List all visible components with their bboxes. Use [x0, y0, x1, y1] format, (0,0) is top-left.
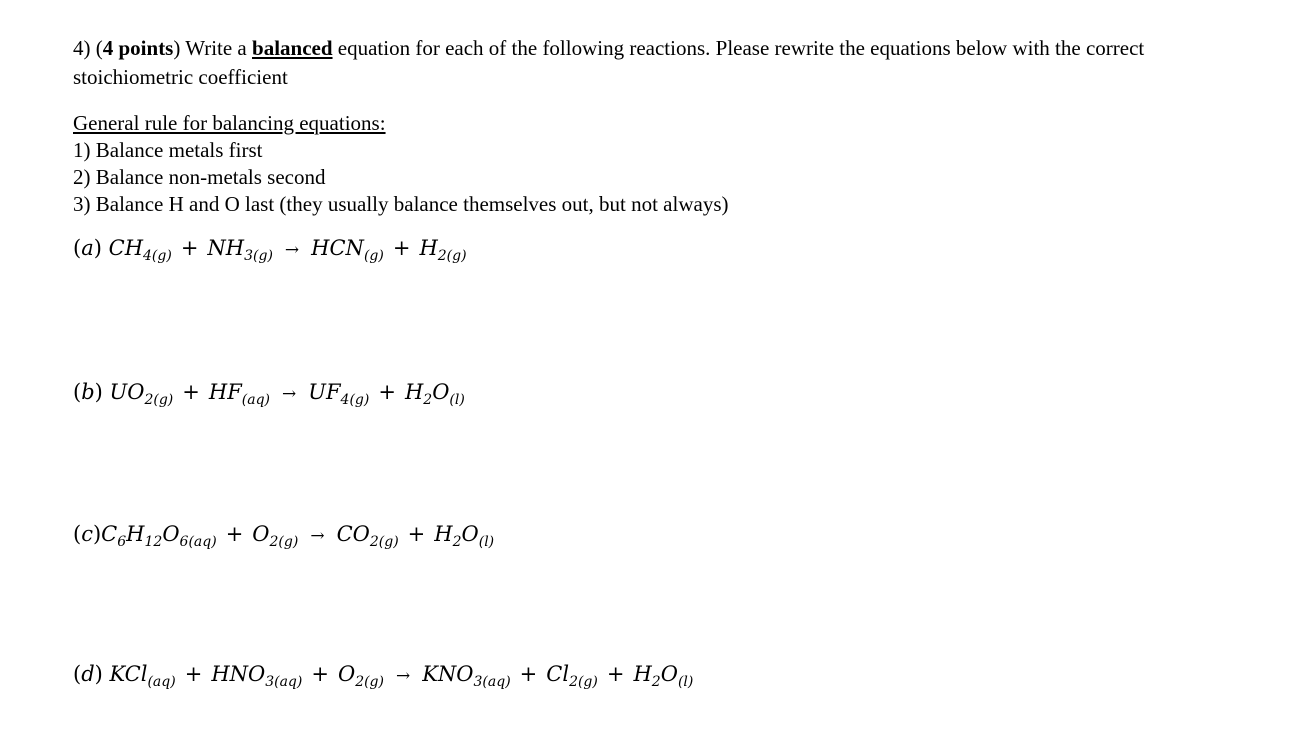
reactant-ch4: $CH_{4(g)}$: [108, 236, 172, 264]
question-intro: ) Write a: [173, 36, 253, 60]
reaction-arrow: →: [395, 666, 411, 686]
equation-d: [73, 662, 694, 690]
reactant-hf: $HF_{(aq)}$: [208, 380, 270, 408]
reaction-arrow: →: [310, 526, 325, 546]
rule-item: 2) Balance non-metals second: [73, 165, 326, 189]
reactant-kcl: KCl$_{(aq)}$: [109, 662, 176, 690]
product-h2o: $H_2O_{(l)}$: [404, 380, 465, 408]
rule-item: 3) Balance H and O last (they usually balance themselves out, but not always): [73, 192, 729, 216]
equation-label: (a): [73, 236, 102, 260]
plus-sign: +: [606, 662, 625, 686]
equation-b: [73, 380, 465, 408]
plus-sign: +: [311, 662, 329, 686]
plus-sign: +: [407, 522, 426, 546]
question-text: [73, 34, 1223, 92]
reaction-arrow: →: [284, 240, 300, 260]
reactant-hno3: $HNO_{3(aq)}$: [211, 662, 303, 690]
balanced-emphasis: balanced: [252, 36, 333, 60]
balancing-rules: [73, 110, 728, 218]
product-h2: $H_{2(g)}$: [419, 236, 467, 264]
product-co2: $CO_{2(g)}$: [336, 522, 399, 550]
product-hcn: $HCN_{(g)}$: [311, 236, 384, 264]
rules-heading: General rule for balancing equations:: [73, 111, 386, 135]
reactant-nh3: $NH_{3(g)}$: [207, 236, 273, 264]
question-points: 4 points: [102, 36, 174, 60]
equation-c: [73, 522, 495, 550]
reaction-arrow: →: [282, 384, 297, 404]
plus-sign: +: [378, 380, 396, 404]
equation-label: (b): [73, 380, 103, 404]
product-h2o: $H_2O_{(l)}$: [434, 522, 495, 550]
plus-sign: +: [180, 236, 199, 260]
reactant-o2: $O_{2(g)}$: [337, 662, 384, 690]
question-instructions: equation for each of the following reactions. Please rewrite the equations below with the correct stoichiometric coefficient: [73, 36, 1145, 89]
plus-sign: +: [182, 380, 200, 404]
equation-label: (d): [73, 662, 103, 686]
plus-sign: +: [392, 236, 411, 260]
reactant-uo2: $UO_{2(g)}$: [109, 380, 174, 408]
equation-label: (c): [73, 522, 102, 546]
product-cl2: $Cl_{2(g)}$: [546, 662, 598, 690]
product-kno3: $KNO_{3(aq)}$: [422, 662, 511, 690]
reactant-c6h12o6: $C_6H_{12}O_{6(aq)}$: [101, 522, 217, 550]
plus-sign: +: [184, 662, 203, 686]
question-number: 4) (: [73, 36, 103, 60]
equation-a: [73, 236, 467, 264]
rule-item: 1) Balance metals first: [73, 138, 263, 162]
reactant-o2: $O_{2(g)}$: [252, 522, 299, 550]
product-h2o: $H_2O_{(l)}$: [633, 662, 694, 690]
plus-sign: +: [225, 522, 244, 546]
product-uf4: $UF_{4(g)}$: [308, 380, 370, 408]
plus-sign: +: [519, 662, 538, 686]
